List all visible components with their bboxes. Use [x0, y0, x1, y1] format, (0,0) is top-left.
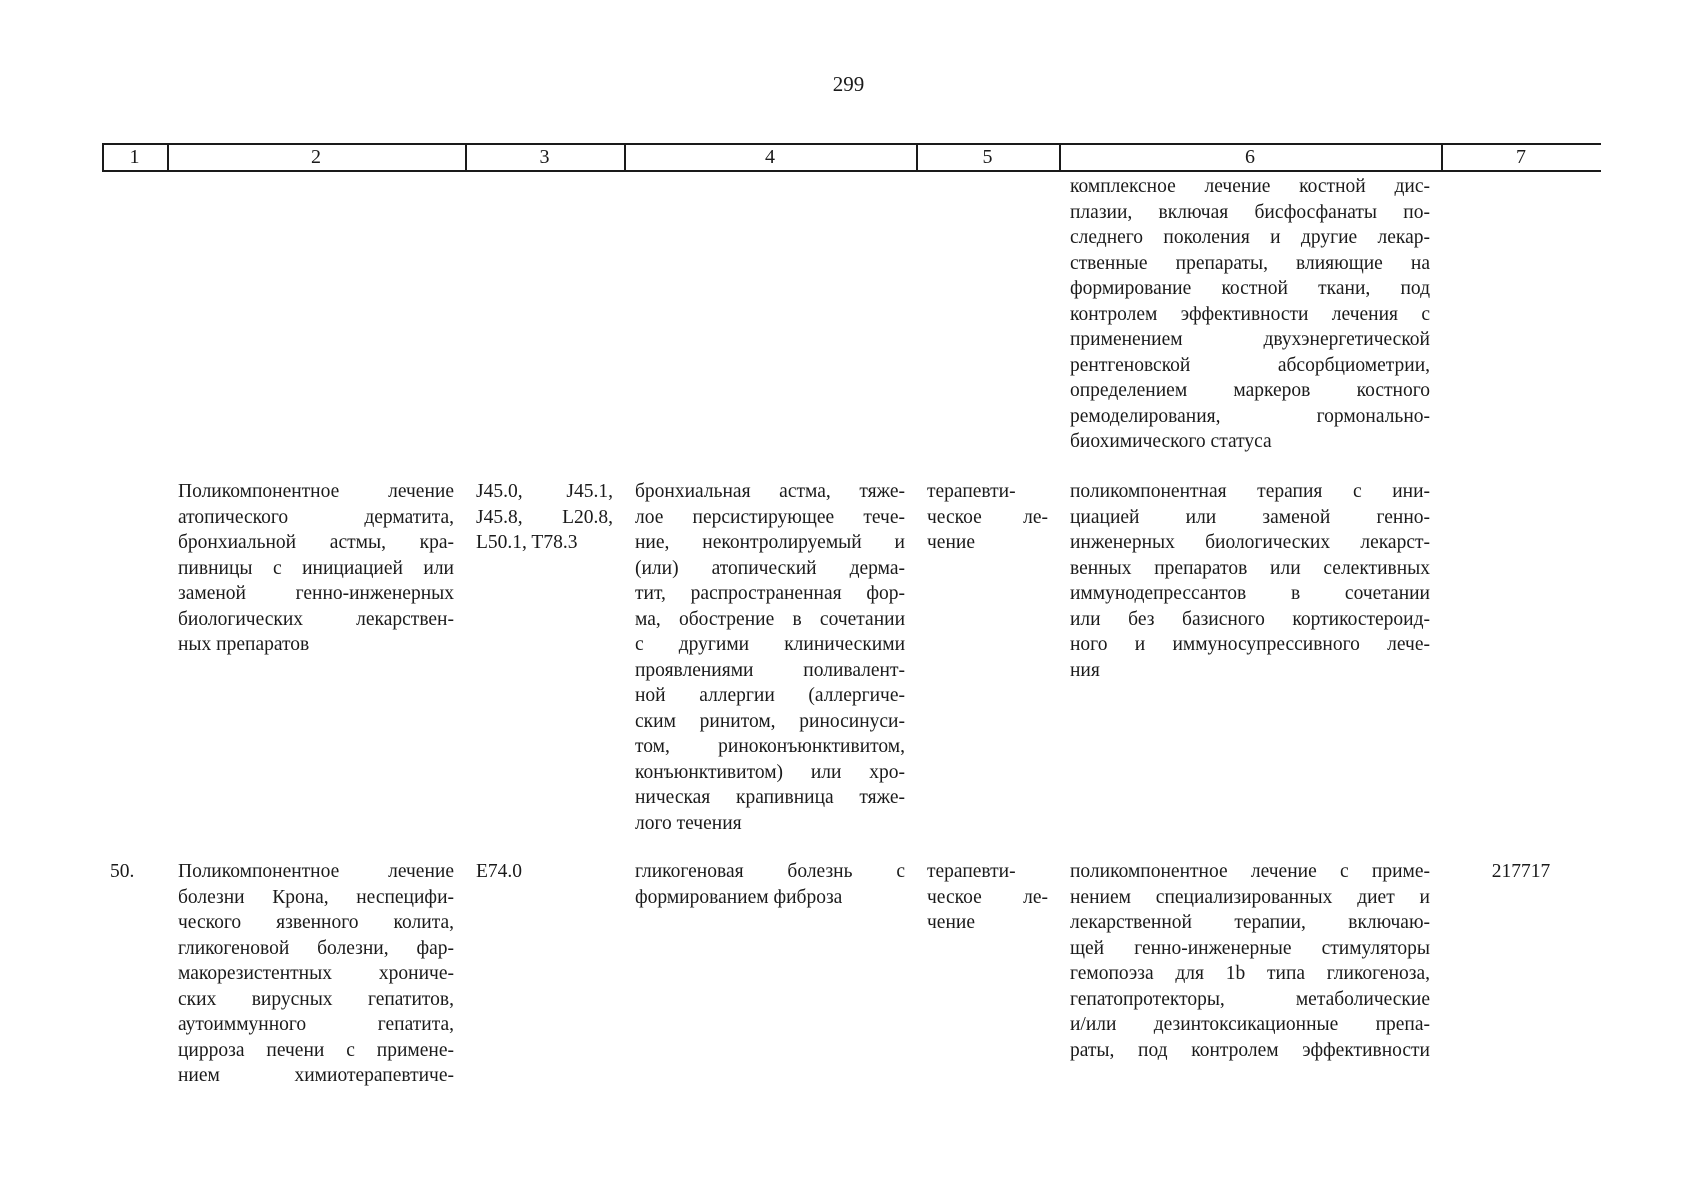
text-line: терапевти-	[927, 481, 1016, 502]
treatment-method-cell	[1070, 859, 1430, 1063]
text-line: цирроза печени с примене-	[178, 1039, 454, 1061]
treatment-type-cell	[927, 479, 1048, 556]
patient-model-cell	[635, 859, 905, 910]
treatment-type-cell	[927, 859, 1048, 936]
method-name-cell	[178, 479, 454, 658]
text-line: ной аллергии (аллергиче-	[635, 685, 905, 706]
text-line: ническая крапивница тяже-	[635, 787, 905, 808]
text-line: проявлениями поливалент-	[635, 659, 905, 681]
text-line: J45.8, L20.8,	[476, 506, 613, 528]
text-line: бронхиальная астма, тяже-	[635, 481, 905, 502]
text-line: Поликомпонентное лечение	[178, 861, 454, 882]
page-number: 299	[832, 72, 865, 96]
text-line: ческое ле-	[927, 886, 1048, 908]
text-line: и/или дезинтоксикационные препа-	[1070, 1014, 1430, 1035]
text-line: ремоделирования, гормонально-	[1070, 405, 1430, 427]
text-line: ческое ле-	[927, 506, 1048, 528]
text-line: J45.0, J45.1,	[476, 481, 613, 502]
table-top-rule	[102, 143, 1601, 145]
text-line: раты, под контролем эффективности	[1070, 1039, 1430, 1061]
text-line: Поликомпонентное лечение	[178, 481, 454, 502]
text-line: поликомпонентная терапия с ини-	[1070, 481, 1430, 502]
text-line: ние, неконтролируемый и	[635, 532, 905, 553]
text-line: болезни Крона, неспецифи-	[178, 886, 454, 908]
text-line: ных препаратов	[178, 634, 310, 655]
column-header-3: 3	[539, 146, 550, 168]
text-line: тит, распространенная фор-	[635, 583, 905, 604]
column-header-7: 7	[1516, 146, 1526, 168]
text-line: биохимического статуса	[1070, 431, 1272, 452]
text-line: макорезистентных хрониче-	[178, 963, 454, 984]
text-line: комплексное лечение костной дис-	[1070, 176, 1430, 197]
text-line: ма, обострение в сочетании	[635, 608, 905, 630]
text-line: чение	[927, 532, 975, 553]
text-line: пивницы с инициацией или	[178, 557, 454, 579]
text-line: инженерных биологических лекарст-	[1070, 532, 1430, 553]
text-line: лого течения	[635, 812, 742, 834]
text-line: ного и иммуносупрессивного лече-	[1070, 634, 1430, 655]
text-line: ским ринитом, риносинуси-	[635, 710, 905, 732]
text-line: биологических лекарствен-	[178, 608, 454, 630]
continuation-treatment-cell	[1070, 174, 1430, 455]
cost-cell	[1452, 859, 1590, 885]
text-line: заменой генно-инженерных	[178, 583, 454, 604]
text-line: гепатопротекторы, метаболические	[1070, 988, 1430, 1010]
header-bottom-rule	[102, 170, 1601, 172]
method-name-cell	[178, 859, 454, 1089]
column-header-6: 6	[1245, 146, 1255, 168]
text-line: циацией или заменой генно-	[1070, 506, 1430, 528]
text-line: формирование костной ткани, под	[1070, 278, 1430, 299]
row-number: 50.	[110, 861, 135, 882]
text-line: гликогеновой болезни, фар-	[178, 937, 454, 959]
text-line: гемопоэза для 1b типа гликогеноза,	[1070, 963, 1430, 984]
text-line: формированием фиброза	[635, 886, 843, 908]
text-line: щей генно-инженерные стимуляторы	[1070, 937, 1430, 959]
icd-codes-cell	[476, 859, 613, 885]
text-line: ских вирусных гепатитов,	[178, 988, 454, 1010]
text-line: ственные препараты, влияющие на	[1070, 252, 1430, 274]
text-line: применением двухэнергетической	[1070, 329, 1430, 350]
text-line: с другими клиническими	[635, 634, 905, 655]
column-header-4: 4	[765, 146, 775, 168]
text-line: ческого язвенного колита,	[178, 912, 454, 933]
text-line: E74.0	[476, 861, 523, 882]
text-line: плазии, включая бисфосфанаты по-	[1070, 201, 1430, 223]
text-line: определением маркеров костного	[1070, 380, 1430, 401]
row-number-cell	[110, 859, 160, 885]
text-line: гликогеновая болезнь с	[635, 861, 905, 882]
text-line: бронхиальной астмы, кра-	[178, 532, 454, 553]
text-line: ния	[1070, 659, 1100, 681]
text-line: аутоиммунного гепатита,	[178, 1014, 454, 1035]
text-line: контролем эффективности лечения с	[1070, 303, 1430, 325]
icd-codes-cell	[476, 479, 613, 556]
text-line: чение	[927, 912, 975, 933]
text-line: венных препаратов или селективных	[1070, 557, 1430, 579]
column-header-2: 2	[311, 146, 321, 168]
text-line: иммунодепрессантов в сочетании	[1070, 583, 1430, 604]
text-line: атопического дерматита,	[178, 506, 454, 528]
text-line: терапевти-	[927, 861, 1016, 882]
text-line: нием химиотерапевтиче-	[178, 1065, 454, 1086]
text-line: (или) атопический дерма-	[635, 557, 905, 579]
cost-value: 217717	[1491, 861, 1551, 882]
text-line: том, риноконъюнктивитом,	[635, 736, 905, 757]
column-header-5: 5	[982, 146, 993, 168]
text-line: L50.1, T78.3	[476, 532, 578, 553]
text-line: поликомпонентное лечение с приме-	[1070, 861, 1430, 882]
text-line: следнего поколения и другие лекар-	[1070, 227, 1430, 248]
text-line: лекарственной терапии, включаю-	[1070, 912, 1430, 933]
text-line: конъюнктивитом) или хро-	[635, 761, 905, 783]
patient-model-cell	[635, 479, 905, 836]
treatment-method-cell	[1070, 479, 1430, 683]
text-line: или без базисного кортикостероид-	[1070, 608, 1430, 630]
text-line: лое персистирующее тече-	[635, 506, 905, 528]
column-header-1: 1	[129, 146, 140, 168]
text-line: нением специализированных диет и	[1070, 886, 1430, 908]
text-line: рентгеновской абсорбциометрии,	[1070, 354, 1430, 376]
